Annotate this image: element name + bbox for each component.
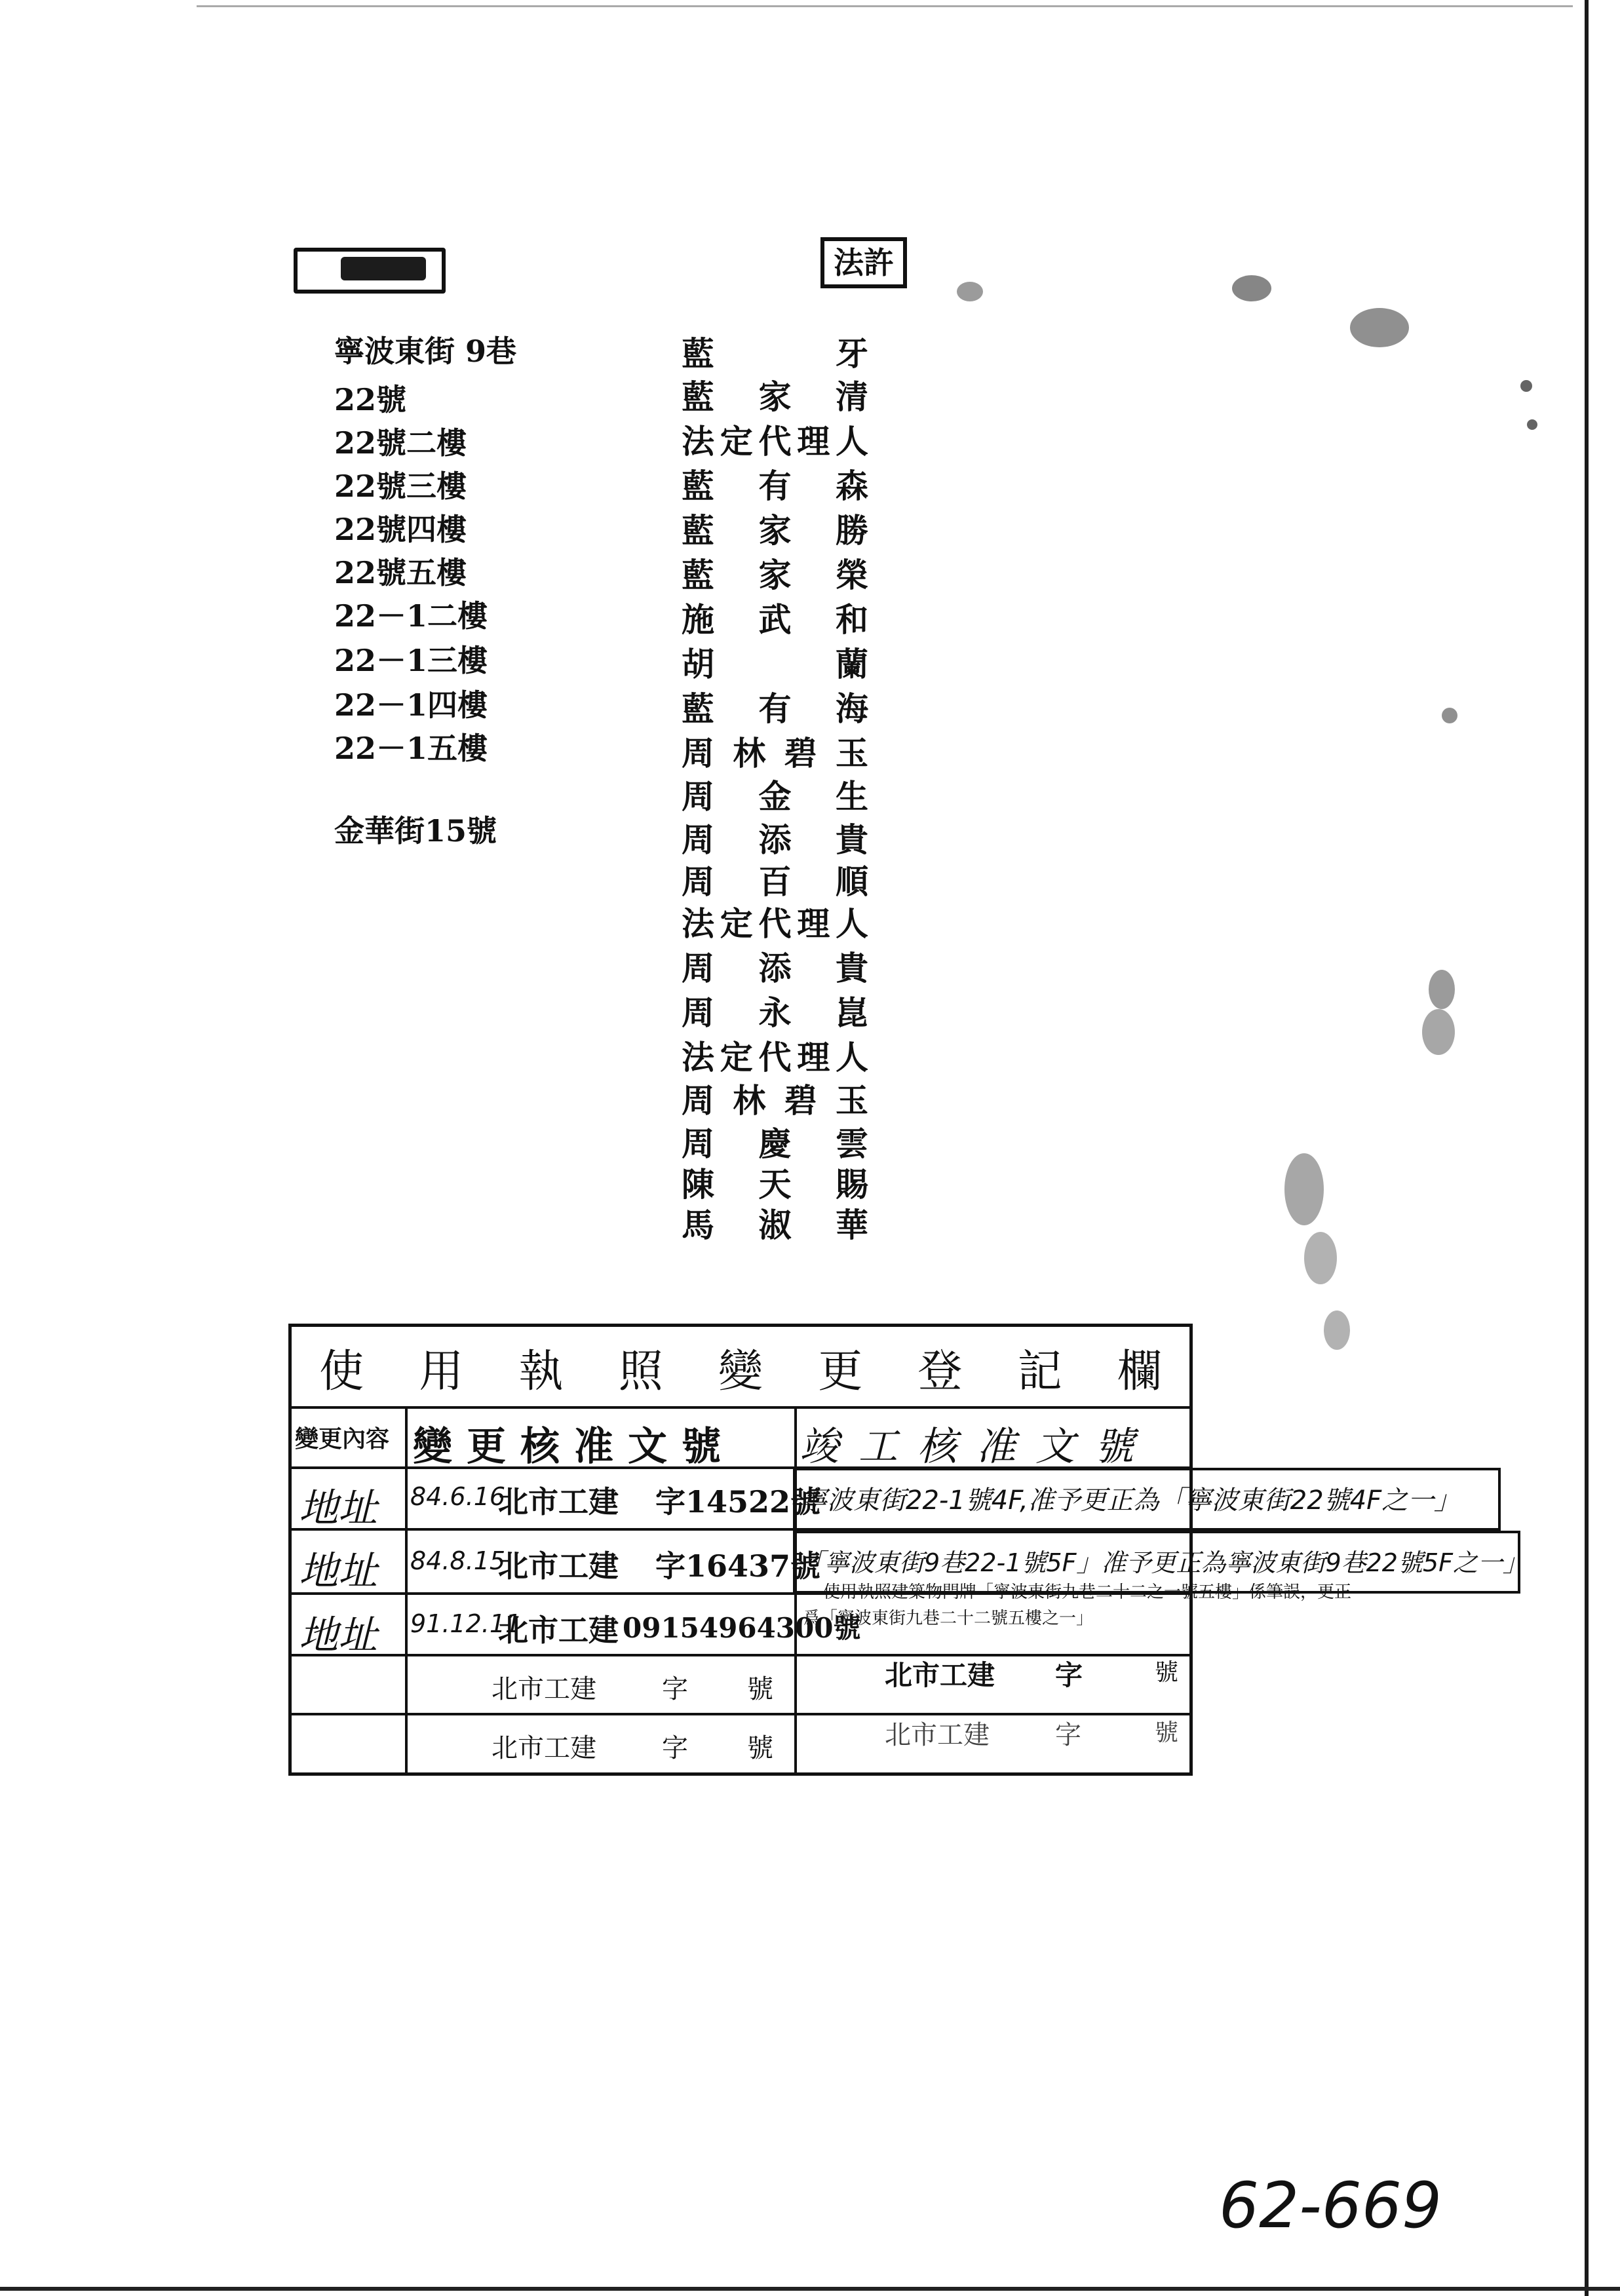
scan-noise	[1232, 275, 1271, 301]
owner-name: 藍家清	[682, 377, 868, 416]
completion-correction: 「寧波東街9巷22-1號5F」准予更正為寧波東街9巷22號5F之一」	[800, 1548, 1528, 1577]
scan-edge-top	[197, 5, 1573, 7]
address-line: 22－1二樓	[334, 598, 488, 634]
scan-noise	[1520, 380, 1532, 392]
row-label: 地址	[299, 1548, 377, 1594]
scan-noise	[1324, 1311, 1350, 1350]
owner-name: 藍有森	[682, 467, 868, 505]
owner-name: 藍家勝	[682, 511, 868, 550]
scan-noise	[1304, 1232, 1337, 1284]
owner-name: 法定代理人	[682, 1038, 868, 1077]
blank-char: 字	[662, 1733, 688, 1763]
scan-noise	[1442, 708, 1457, 723]
approval-date: 84.8.15	[410, 1546, 506, 1575]
table-rule	[405, 1406, 408, 1773]
owner-name: 藍家榮	[682, 556, 868, 594]
owner-name: 法定代理人	[682, 904, 868, 943]
approval-office: 北市工建	[498, 1548, 619, 1584]
table-title	[292, 1329, 1189, 1406]
correction-note: 使用執照建築物門牌「寧波東街九巷二十二之一號五樓」係筆誤，更正	[823, 1582, 1352, 1602]
blank-char: 字	[662, 1674, 688, 1704]
approval-date: 91.12.11	[410, 1609, 522, 1638]
owner-name: 藍有海	[682, 689, 868, 728]
stamp-right: 法許	[820, 237, 907, 288]
blank-office: 北市工建	[492, 1674, 596, 1704]
owner-name: 周林碧玉	[682, 734, 868, 773]
table-title-char: 欄	[1117, 1345, 1162, 1398]
scan-noise	[1429, 970, 1455, 1009]
scan-noise	[1422, 1009, 1455, 1055]
blank-completion-char: 字	[1055, 1720, 1081, 1750]
owner-name: 周林碧玉	[682, 1081, 868, 1120]
approval-date: 84.6.16	[410, 1482, 506, 1511]
page-number: 62-669	[1219, 2169, 1442, 2242]
table-title-char: 用	[419, 1345, 464, 1398]
approval-number: 字14522號	[655, 1484, 821, 1520]
owner-name: 周添貴	[682, 949, 868, 987]
address-line: 22號五樓	[334, 555, 467, 590]
owner-name: 周永崑	[682, 993, 868, 1032]
table-title-char: 執	[518, 1345, 564, 1398]
correction-note: 爲「寧波東街九巷二十二號五樓之一」	[803, 1609, 1094, 1628]
blank-completion-office: 北市工建	[885, 1659, 995, 1691]
approval-number: 09154964300號	[623, 1612, 861, 1644]
table-title-char: 更	[818, 1345, 863, 1398]
address-line: 22號二樓	[334, 425, 467, 461]
owner-name: 法定代理人	[682, 422, 868, 461]
blank-completion-office: 北市工建	[885, 1720, 990, 1750]
approval-office: 北市工建	[498, 1484, 619, 1520]
col-header-approval: 變更核准文號	[413, 1424, 735, 1470]
row-label: 地址	[299, 1485, 377, 1531]
blank-office: 北市工建	[492, 1733, 596, 1763]
address-line: 寧波東街 9巷	[334, 334, 517, 369]
blank-suffix: 號	[747, 1733, 773, 1763]
completion-correction: 寧波東街22-1號4F,准予更正為「寧波東街22號4F之一」	[801, 1485, 1461, 1516]
table-rule	[288, 1406, 1193, 1409]
table-title-char: 變	[718, 1345, 763, 1398]
table-title-char: 照	[618, 1345, 663, 1398]
scan-noise	[957, 282, 983, 301]
scan-edge-right	[1585, 0, 1589, 2296]
blank-completion-char: 字	[1055, 1659, 1083, 1691]
address-line: 22號三樓	[334, 469, 467, 504]
blank-completion-suffix: 號	[1155, 1719, 1179, 1746]
stamp-left-ink	[341, 257, 426, 280]
address-line: 22號	[334, 382, 407, 417]
owner-name: 馬淑華	[682, 1206, 868, 1244]
col-header-content: 變更內容	[295, 1425, 390, 1453]
owner-name: 施武和	[682, 600, 868, 639]
address-line: 金華街15號	[334, 813, 497, 849]
owner-name: 周金生	[682, 777, 868, 816]
blank-completion-suffix: 號	[1155, 1659, 1179, 1686]
owner-name: 胡蘭	[682, 645, 868, 683]
owner-name: 周百順	[682, 862, 868, 901]
scan-noise	[1350, 308, 1409, 347]
scan-edge-bottom	[0, 2287, 1620, 2291]
scan-noise	[1284, 1153, 1324, 1225]
table-title-char: 記	[1017, 1345, 1062, 1398]
approval-office: 北市工建	[498, 1613, 619, 1648]
owner-name: 藍牙	[682, 334, 868, 373]
address-line: 22－1三樓	[334, 643, 488, 678]
table-title-char: 使	[319, 1345, 364, 1398]
owner-name: 周添貴	[682, 820, 868, 859]
blank-suffix: 號	[747, 1674, 773, 1704]
col-header-completion: 竣工核准文號	[800, 1424, 1153, 1470]
row-label: 地址	[299, 1613, 377, 1658]
approval-number: 字16437號	[655, 1548, 821, 1584]
scan-noise	[1527, 419, 1537, 430]
address-line: 22－1四樓	[334, 687, 488, 723]
owner-name: 周慶雲	[682, 1124, 868, 1163]
address-line: 22號四樓	[334, 512, 467, 547]
owner-name: 陳天賜	[682, 1165, 868, 1204]
address-line: 22－1五樓	[334, 731, 488, 766]
table-title-char: 登	[917, 1345, 963, 1398]
